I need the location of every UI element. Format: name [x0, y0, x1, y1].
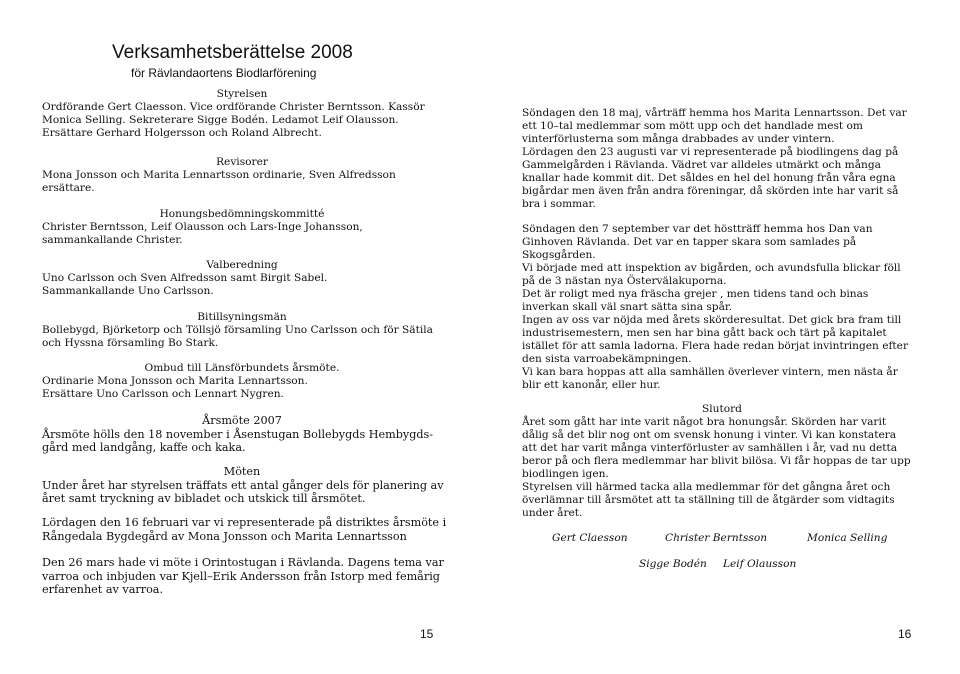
section-heading: Honungsbedömningskommitté — [159, 208, 325, 220]
text-line: på de 3 nästan nya Östervälakuporna. — [522, 275, 727, 287]
text-line: under året. — [522, 507, 583, 519]
text-line: vinterförlusterna som många drabbades av under vintern. — [522, 133, 835, 145]
text-line: sammankallande Christer. — [42, 234, 183, 246]
text-line: den sista varroabekämpningen. — [522, 353, 692, 365]
section-september — [522, 223, 922, 392]
text-line: Sammankallande Uno Carlsson. — [42, 285, 214, 297]
text-line: biodlingen igen. — [522, 468, 609, 480]
section-heading: Slutord — [702, 403, 742, 415]
text-line: knallar hade kommit dit. Det såldes en hel del honung från våra egna — [522, 172, 896, 184]
text-line: blir ett kanonår, eller hur. — [522, 379, 661, 391]
section-honungsbedomning — [42, 208, 442, 247]
text-line: industrisemestern, men sen har bina gått back och tärt på kapitalet — [522, 327, 887, 339]
section-styrelsen — [42, 88, 442, 140]
text-line: Lördagen den 16 februari var vi representerade på distriktes årsmöte i — [42, 516, 447, 529]
section-heading: Bitillsyningsmän — [197, 311, 287, 323]
section-arsmote — [42, 414, 442, 455]
text-line: Året som gått har inte varit något bra honungsår. Skörden har varit — [522, 416, 887, 428]
text-line: Ersättare Uno Carlsson och Lennart Nygren. — [42, 388, 284, 400]
text-line: varroa och inbjuden var Kjell–Erik Andersson från Istorp med femårig — [42, 569, 440, 583]
text-line: överlämnar till årsmötet att ta ställning till de åtgärder som vidtagits — [522, 494, 895, 506]
text-line: ersättare. — [42, 182, 95, 194]
section-heading: Valberedning — [206, 259, 278, 271]
section-maj-augusti — [522, 107, 922, 211]
text-line: Vi började med att inspektion av bigården, och avundsfulla blickar föll — [522, 262, 901, 274]
text-line: Monica Selling. Sekreterare Sigge Bodén. Ledamot Leif Olausson. — [42, 114, 399, 126]
section-valberedning — [42, 259, 442, 298]
text-line: Styrelsen vill härmed tacka alla medlemmar för det gångna året och — [522, 481, 891, 493]
text-line: Bollebygd, Björketorp och Töllsjö församling Uno Carlsson och för Sätila — [42, 324, 433, 336]
signature-leif-olausson: Leif Olausson — [723, 558, 797, 570]
text-line: Rångedala Bygdegård av Mona Jonsson och Marita Lennartsson — [42, 529, 407, 543]
section-heading: Ombud till Länsförbundets årsmöte. — [144, 362, 340, 374]
text-line: bra i sommar. — [522, 198, 596, 210]
text-line: Det är roligt med nya fräscha grejer , men tidens tand och binas — [522, 288, 869, 300]
section-heading: Styrelsen — [216, 88, 268, 100]
text-line: dålig så det blir nog ont om svensk honung i vinter. Vi kan konstatera — [522, 429, 897, 441]
text-line: inverkan skall väl snart sätta sina spår. — [522, 301, 733, 313]
text-line: Skogsgården. — [522, 249, 596, 261]
text-line: Uno Carlsson och Sven Alfredsson samt Birgit Sabel. — [42, 272, 328, 284]
text-line: ett 10–tal medlemmar som mött upp och det handlade mest om — [522, 120, 863, 132]
section-mars — [42, 556, 442, 597]
section-bitillsyning — [42, 311, 442, 350]
signature-sigge-boden: Sigge Bodén — [639, 558, 707, 570]
text-line: Ersättare Gerhard Holgersson och Roland Albrecht. — [42, 127, 322, 139]
text-line: Ingen av oss var nöjda med årets skörderesultat. Det gick bra fram till — [522, 314, 902, 326]
text-line: och Hyssna församling Bo Stark. — [42, 337, 219, 349]
text-line: året samt tryckning av bibladet och utskick till årsmötet. — [42, 492, 366, 505]
text-line: gård med landgång, kaffe och kaka. — [42, 441, 246, 454]
text-line: beror på och flera medlemmar har blivit bilösa. Vi får hoppas de tar upp — [522, 455, 911, 467]
text-line: bigårdar men även från andra föreningar, då skörden inte har varit så — [522, 185, 899, 197]
text-line: Ginhoven Rävlanda. Det var en tapper skara som samlades på — [522, 236, 857, 248]
section-heading: Årsmöte 2007 — [202, 414, 282, 427]
text-line: Mona Jonsson och Marita Lennartsson ordinarie, Sven Alfredsson — [42, 169, 396, 181]
text-line: Vi kan bara hoppas att alla samhällen överlever vintern, men nästa år — [522, 366, 898, 378]
text-line: erfarenhet av varroa. — [42, 583, 164, 596]
text-line: Ordförande Gert Claesson. Vice ordförande Christer Berntsson. Kassör — [42, 101, 425, 113]
right-page — [480, 0, 960, 674]
text-line: Söndagen den 7 september var det höstträff hemma hos Dan van — [522, 223, 873, 235]
text-line: Under året har styrelsen träffats ett antal gånger dels för planering av — [42, 478, 444, 492]
text-line: att det har varit många vinterförluster av samhällen i år, vad nu detta — [522, 442, 898, 454]
section-februari — [42, 516, 447, 543]
section-ombud — [42, 362, 442, 401]
section-slutord — [522, 403, 922, 520]
text-line: Ordinarie Mona Jonsson och Marita Lennartsson. — [42, 375, 308, 387]
text-line: Christer Berntsson, Leif Olausson och Lars-Inge Johansson, — [42, 221, 363, 233]
text-line: Den 26 mars hade vi möte i Orintostugan i Rävlanda. Dagens tema var — [42, 556, 444, 569]
signature-gert-claesson: Gert Claesson — [552, 532, 628, 544]
text-line: Lördagen den 23 augusti var vi representerade på biodlingens dag på — [522, 146, 899, 158]
signature-christer-berntsson: Christer Berntsson — [665, 532, 768, 544]
section-heading: Möten — [223, 465, 261, 478]
text-line: Söndagen den 18 maj, vårträff hemma hos Marita Lennartsson. Det var — [522, 107, 907, 119]
section-moten — [42, 465, 442, 506]
text-line: istället för att samla ladorna. Flera hade redan börjat invintringen efter — [522, 340, 909, 352]
section-revisorer — [42, 156, 442, 195]
section-heading: Revisorer — [216, 156, 268, 168]
text-line: Årsmöte hölls den 18 november i Åsenstugan Bollebygds Hembygds- — [42, 427, 434, 441]
page-number-right: 16 — [898, 627, 912, 641]
signature-monica-selling: Monica Selling — [807, 532, 888, 544]
document-title: Verksamhetsberättelse 2008 — [112, 42, 353, 63]
document-subtitle: för Rävlandaortens Biodlarförening — [131, 66, 317, 80]
page-number-left: 15 — [420, 627, 434, 641]
text-line: Gammelgården i Rävlanda. Vädret var alldeles utmärkt och många — [522, 159, 881, 171]
